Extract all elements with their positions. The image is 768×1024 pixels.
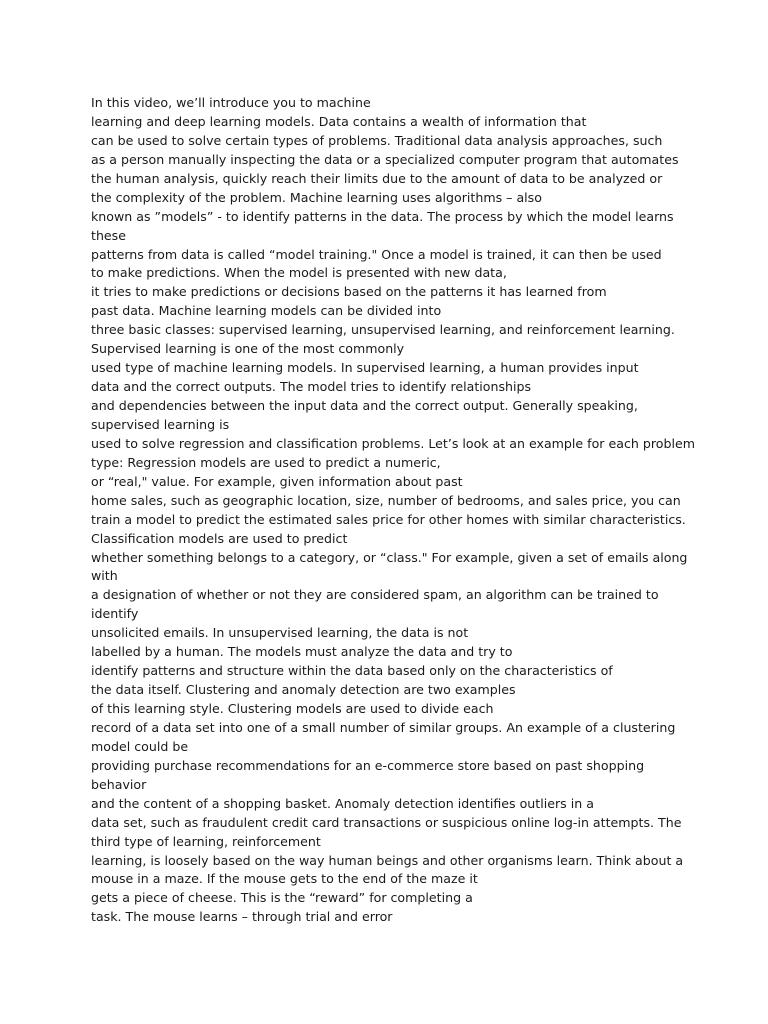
text-line: and dependencies between the input data and the correct output. Generally speaking,: [91, 398, 638, 413]
text-line: Classification models are used to predict: [91, 530, 348, 546]
text-line: data set, such as fraudulent credit card transactions or suspicious online log-in attempts. The: [91, 814, 682, 830]
text-line: three basic classes: supervised learning, unsupervised learning, and reinforcement learning.: [91, 322, 675, 338]
text-line: used to solve regression and classification problems. Let’s look at an example for each problem: [91, 435, 695, 451]
text-line: identify patterns and structure within the data based only on the characteristics of: [91, 663, 613, 679]
text-line: and the content of a shopping basket. Anomaly detection identifies outliers in a: [91, 795, 594, 811]
text-line: the data itself. Clustering and anomaly detection are two examples: [91, 682, 516, 698]
text-line: type: Regression models are used to predict a numeric,: [91, 454, 441, 470]
text-line: record of a data set into one of a small number of similar groups. An example of a clustering: [91, 719, 676, 735]
text-line: can be used to solve certain types of problems. Traditional data analysis approaches, such: [91, 132, 663, 148]
text-line: supervised learning is: [91, 416, 230, 432]
text-line: identify: [91, 606, 139, 622]
text-line: labelled by a human. The models must analyze the data and try to: [91, 644, 513, 660]
text-line: of this learning style. Clustering models are used to divide each: [91, 701, 494, 716]
text-line: patterns from data is called “model training." Once a model is trained, it can then be used: [91, 246, 662, 262]
text-line: task. The mouse learns – through trial and error: [91, 909, 393, 925]
text-line: it tries to make predictions or decisions based on the patterns it has learned from: [91, 284, 607, 300]
text-line: whether something belongs to a category, or “class." For example, given a set of emails along: [91, 549, 688, 565]
text-line: known as ”models” - to identify patterns in the data. The process by which the model learns: [91, 208, 674, 224]
text-line: with: [91, 568, 118, 584]
text-line: or “real," value. For example, given information about past: [91, 473, 463, 489]
text-line: to make predictions. When the model is presented with new data,: [91, 265, 507, 281]
text-line: providing purchase recommendations for an e-commerce store based on past shopping: [91, 757, 645, 773]
text-line: the complexity of the problem. Machine learning uses algorithms – also: [91, 189, 542, 205]
text-line: unsolicited emails. In unsupervised learning, the data is not: [91, 625, 469, 641]
text-line: gets a piece of cheese. This is the “reward” for completing a: [91, 890, 473, 906]
text-line: model could be: [91, 738, 189, 754]
text-line: train a model to predict the estimated sales price for other homes with similar characteristics.: [91, 511, 686, 527]
text-line: a designation of whether or not they are considered spam, an algorithm can be trained to: [91, 587, 659, 603]
text-line: these: [91, 227, 126, 243]
text-line: learning and deep learning models. Data contains a wealth of information that: [91, 113, 587, 129]
text-line: In this video, we’ll introduce you to machine: [91, 95, 371, 110]
text-line: as a person manually inspecting the data or a specialized computer program that automates: [91, 151, 679, 167]
body-text: [91, 94, 695, 927]
text-line: the human analysis, quickly reach their limits due to the amount of data to be analyzed or: [91, 170, 663, 186]
text-line: data and the correct outputs. The model tries to identify relationships: [91, 379, 532, 395]
text-line: learning, is loosely based on the way human beings and other organisms learn. Think about a: [91, 852, 684, 868]
text-line: used type of machine learning models. In supervised learning, a human provides input: [91, 360, 639, 376]
text-line: past data. Machine learning models can be divided into: [91, 303, 442, 319]
text-line: Supervised learning is one of the most commonly: [91, 341, 405, 357]
text-line: third type of learning, reinforcement: [91, 833, 321, 849]
text-line: behavior: [91, 776, 147, 792]
text-line: home sales, such as geographic location, size, number of bedrooms, and sales price, you can: [91, 492, 681, 508]
text-line: mouse in a maze. If the mouse gets to the end of the maze it: [91, 871, 478, 887]
